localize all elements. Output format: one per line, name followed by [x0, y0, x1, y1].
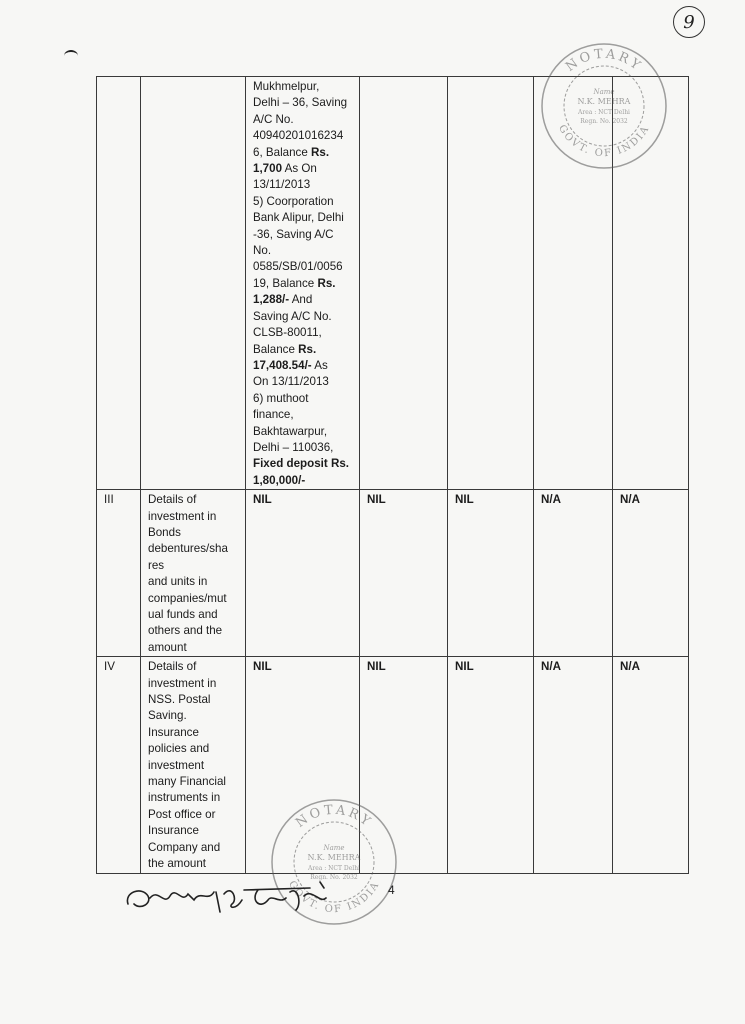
line-text: 13/11/2013: [253, 178, 311, 192]
serial-cell: III: [97, 490, 141, 657]
bank-detail-line: [253, 243, 355, 259]
description-line: others and the: [148, 624, 223, 638]
line-text: As: [311, 358, 328, 372]
bank-detail-line: [253, 473, 355, 489]
stamp-name-label: Name: [323, 844, 345, 852]
line-text: 6, Balance: [253, 145, 312, 159]
bank-detail-line: [253, 128, 355, 144]
bank-detail-line: [253, 292, 355, 308]
value-cell: NIL: [448, 490, 534, 657]
line-text: And: [289, 293, 313, 307]
description-line: Details of: [148, 660, 197, 674]
table-cell: [534, 77, 613, 490]
bank-detail-line: [253, 161, 355, 177]
description-line: Post office or: [148, 807, 216, 821]
line-bold: Rs.: [298, 342, 317, 356]
line-text: As On: [282, 162, 317, 176]
description-line: res: [148, 558, 165, 572]
line-text: A/C No.: [253, 112, 294, 126]
description-line: companies/mut: [148, 591, 227, 605]
bank-detail-line: [253, 456, 355, 472]
description-line: Bonds: [148, 525, 181, 539]
value-cell: NIL: [360, 657, 448, 873]
line-bold: Fixed deposit Rs.: [253, 457, 349, 471]
line-text: Balance: [253, 342, 299, 356]
svg-text:NOTARY: [563, 47, 645, 75]
description-line: many Financial: [148, 775, 226, 789]
bank-detail-line: [253, 342, 355, 358]
stamp-name: N.K. MEHRA: [307, 853, 361, 862]
line-text: 0585/SB/01/0056: [253, 260, 343, 274]
bank-detail-line: [253, 259, 355, 275]
stamp-area: Area : NCT Delhi: [578, 109, 630, 116]
serial-cell: [97, 77, 141, 490]
value-cell: NIL: [448, 657, 534, 873]
line-text: Mukhmelpur,: [253, 80, 320, 93]
bank-detail-line: [253, 194, 355, 210]
stamp-bottom-text: GOVT. OF INDIA: [555, 123, 653, 160]
bank-detail-line: [253, 112, 355, 128]
handwritten-page-number: 9: [673, 6, 705, 38]
value-cell: NIL: [246, 657, 360, 873]
bank-detail-line: [253, 440, 355, 456]
line-text: No.: [253, 244, 272, 258]
line-bold: Rs.: [311, 145, 330, 159]
table-row: [97, 490, 689, 657]
value-cell: N/A: [613, 657, 689, 873]
table-row: [97, 657, 689, 873]
bank-details-cell: [246, 77, 360, 490]
line-text: 19, Balance: [253, 276, 318, 290]
description-line: Details of: [148, 493, 197, 507]
line-text: -36, Saving A/C: [253, 227, 334, 241]
description-line: policies and: [148, 742, 210, 756]
stamp-name-label: Name: [593, 88, 615, 96]
line-text: Saving A/C No.: [253, 309, 332, 323]
stamp-regn: Regn. No. 2032: [580, 118, 628, 125]
description-line: and units in: [148, 575, 208, 589]
description-cell: [141, 657, 246, 873]
line-text: 6) muthoot: [253, 391, 309, 405]
bank-detail-line: [253, 95, 355, 111]
line-text: Delhi – 36, Saving: [253, 96, 348, 110]
stamp-top-text: NOTARY: [563, 46, 645, 75]
stamp-name: N.K. MEHRA: [577, 97, 631, 106]
footer-page-number: 4: [388, 883, 395, 897]
description-line: amount: [148, 640, 187, 654]
line-text: Delhi – 110036,: [253, 440, 334, 454]
description-line: investment: [148, 758, 205, 772]
bank-detail-line: [253, 276, 355, 292]
description-line: NSS. Postal: [148, 693, 211, 707]
stamp-area: Area : NCT Delhi: [308, 865, 360, 872]
line-text: CLSB-80011,: [253, 326, 322, 340]
bank-detail-line: [253, 309, 355, 325]
table-cell: [448, 77, 534, 490]
stamp-regn: Regn. No. 2032: [310, 874, 358, 881]
description-line: the amount: [148, 857, 207, 871]
bank-detail-line: [253, 407, 355, 423]
punch-hole-mark: [64, 50, 78, 62]
bank-detail-line: [253, 145, 355, 161]
description-line: investment in: [148, 509, 217, 523]
value-cell: NIL: [246, 490, 360, 657]
value-cell: N/A: [613, 490, 689, 657]
handwritten-signature: [120, 870, 360, 930]
bank-detail-line: [253, 374, 355, 390]
line-text: Bakhtawarpur,: [253, 424, 328, 438]
value-cell: NIL: [360, 490, 448, 657]
description-line: Insurance: [148, 725, 199, 739]
value-cell: N/A: [534, 490, 613, 657]
serial-cell: IV: [97, 657, 141, 873]
description-cell: [141, 490, 246, 657]
stamp-top-text: NOTARY: [293, 802, 375, 831]
description-line: debentures/sha: [148, 542, 228, 556]
bank-detail-line: [253, 227, 355, 243]
bank-detail-line: [253, 325, 355, 341]
description-cell: [141, 77, 246, 490]
description-line: instruments in: [148, 791, 221, 805]
line-bold: 1,288/-: [253, 293, 290, 307]
bank-detail-line: [253, 79, 355, 95]
description-line: investment in: [148, 676, 217, 690]
line-text: 5) Coorporation: [253, 194, 334, 208]
description-line: Saving.: [148, 709, 187, 723]
bank-detail-line: [253, 424, 355, 440]
line-text: finance,: [253, 408, 294, 422]
line-bold: 1,700: [253, 162, 283, 176]
bank-detail-line: [253, 391, 355, 407]
bank-detail-line: [253, 210, 355, 226]
value-cell: N/A: [534, 657, 613, 873]
asset-declaration-table: [96, 76, 689, 874]
table-cell: [613, 77, 689, 490]
line-text: Bank Alipur, Delhi: [253, 211, 344, 225]
table-row: [97, 77, 689, 490]
bank-detail-line: [253, 177, 355, 193]
line-text: 40940201016234: [253, 129, 344, 143]
description-line: Company and: [148, 840, 221, 854]
line-bold: 17,408.54/-: [253, 358, 312, 372]
table-cell: [360, 77, 448, 490]
line-text: On 13/11/2013: [253, 375, 329, 389]
stamp-bottom-text: GOVT. OF INDIA: [285, 879, 383, 916]
description-line: Insurance: [148, 824, 199, 838]
line-bold: Rs.: [317, 276, 336, 290]
description-line: ual funds and: [148, 608, 218, 621]
line-bold: 1,80,000/-: [253, 473, 306, 487]
bank-detail-line: [253, 358, 355, 374]
